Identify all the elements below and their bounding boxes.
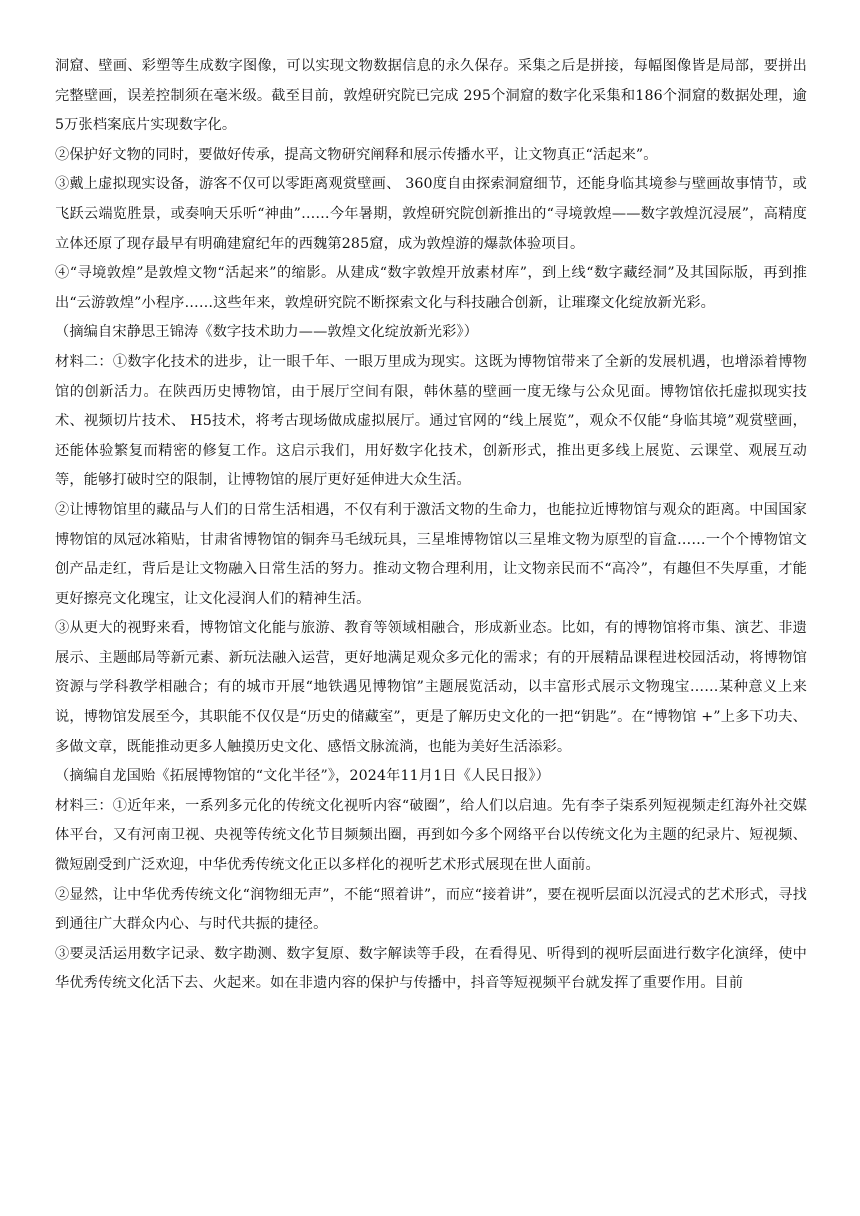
paragraph-8: 材料三：①近年来，一系列多元化的传统文化视听内容“破圈”，给人们以启迪。先有李子柒系列短视频走红海外社交媒体平台，又有河南卫视、央视等传统文化节目频频出圈，再到如今多个网络平台以传统文化为主题的纪录片、短视频、微短剧受到广泛欢迎，中华优秀传统文化正以多样化的视听艺术形式展现在世人面前。 (55, 797, 807, 874)
paragraph-4: ④“寻境敦煌”是敦煌文物“活起来”的缩影。从建成“数字敦煌开放素材库”，到上线“数字藏经洞”及其国际版，再到推出“云游敦煌”小程序……这些年来，敦煌研究院不断探索文化与科技融合创新，让璀璨文化绽放新光彩。 (55, 265, 807, 311)
paragraph-9: ②显然，让中华优秀传统文化“润物细无声”，不能“照着讲”，而应“接着讲”，要在视听层面以沉浸式的艺术形式，寻找到通往广大群众内心、与时代共振的捷径。 (55, 886, 807, 933)
paragraph-5: 材料二：①数字化技术的进步，让一眼千年、一眼万里成为现实。这既为博物馆带来了全新的发展机遇，也增添着博物馆的创新活力。在陕西历史博物馆，由于展厅空间有限，韩休墓的壁画一度无缘与公众见面。博物馆依托虚拟现实技术、视频切片技术、 H5技术，将考古现场做成虚拟展厅。通过官网的“线上展览”，观众不仅能“身临其境”观赏壁画，还能体验繁复而精密的修复工作。这启示我们，用好数字化技术，创新形式，推出更多线上展览、云课堂、观展互动等，能够打破时空的限制，让博物馆的展厅更好延伸进大众生活。 (55, 353, 807, 489)
source-note-2: （摘编自龙国贻《拓展博物馆的“文化半径”》，2024年11月1日《人民日报》） (55, 768, 550, 785)
paragraph-10: ③要灵活运用数字记录、数字勘测、数字复原、数字解读等手段，在看得见、听得到的视听层面进行数字化演绎，使中华优秀传统文化活下去、火起来。如在非遗内容的保护与传播中，抖音等短视频平台就发挥了重要作用。目前 (55, 945, 807, 992)
paragraph-6: ②让博物馆里的藏品与人们的日常生活相遇，不仅有利于激活文物的生命力，也能拉近博物馆与观众的距离。中国国家博物馆的凤冠冰箱贴，甘肃省博物馆的铜奔马毛绒玩具，三星堆博物馆以三星堆文物为原型的盲盒……一个个博物馆文创产品走红，背后是让文物融入日常生活的努力。推动文物合理利用，让文物亲民而不“高冷”，有趣但不失厚重，才能更好擦亮文化瑰宝，让文化浸润人们的精神生活。 (55, 501, 807, 607)
source-note-1: （摘编自宋静思王锦涛《数字技术助力——敦煌文化绽放新光彩》） (55, 324, 479, 341)
paragraph-3: ③戴上虚拟现实设备，游客不仅可以零距离观赏壁画、 360度自由探索洞窟细节，还能身临其境参与壁画故事情节，或飞跃云端览胜景，或奏响天乐听“神曲”……今年暑期，敦煌研究院创新推出的“寻境敦煌——数字敦煌沉浸展”，高精度立体还原了现存最早有明确建窟纪年的西魏第285窟，成为敦煌游的爆款体验项目。 (55, 176, 807, 252)
paragraph-7: ③从更大的视野来看，博物馆文化能与旅游、教育等领域相融合，形成新业态。比如，有的博物馆将市集、演艺、非遗展示、主题邮局等新元素、新玩法融入运营，更好地满足观众多元化的需求；有的开展精品课程进校园活动，将博物馆资源与学科教学相融合；有的城市开展“地铁遇见博物馆”主题展览活动，以丰富形式展示文物瑰宝……某种意义上来说，博物馆发展至今，其职能不仅仅是“历史的储藏室”，更是了解历史文化的一把“钥匙”。在“博物馆 +”上多下功夫、多做文章，既能推动更多人触摸历史文化、感悟文脉流淌，也能为美好生活添彩。 (55, 620, 807, 755)
article-body (55, 52, 807, 999)
paragraph-1: 洞窟、壁画、彩塑等生成数字图像，可以实现文物数据信息的永久保存。采集之后是拼接，每幅图像皆是局部，要拼出完整壁画，误差控制须在毫米级。截至目前，敦煌研究院已完成 295个洞窟的数字化采集和186个洞窟的数据处理，逾5万张档案底片实现数字化。 (55, 58, 807, 134)
paragraph-2: ②保护好文物的同时，要做好传承，提高文物研究阐释和展示传播水平，让文物真正“活起来”。 (55, 146, 658, 163)
